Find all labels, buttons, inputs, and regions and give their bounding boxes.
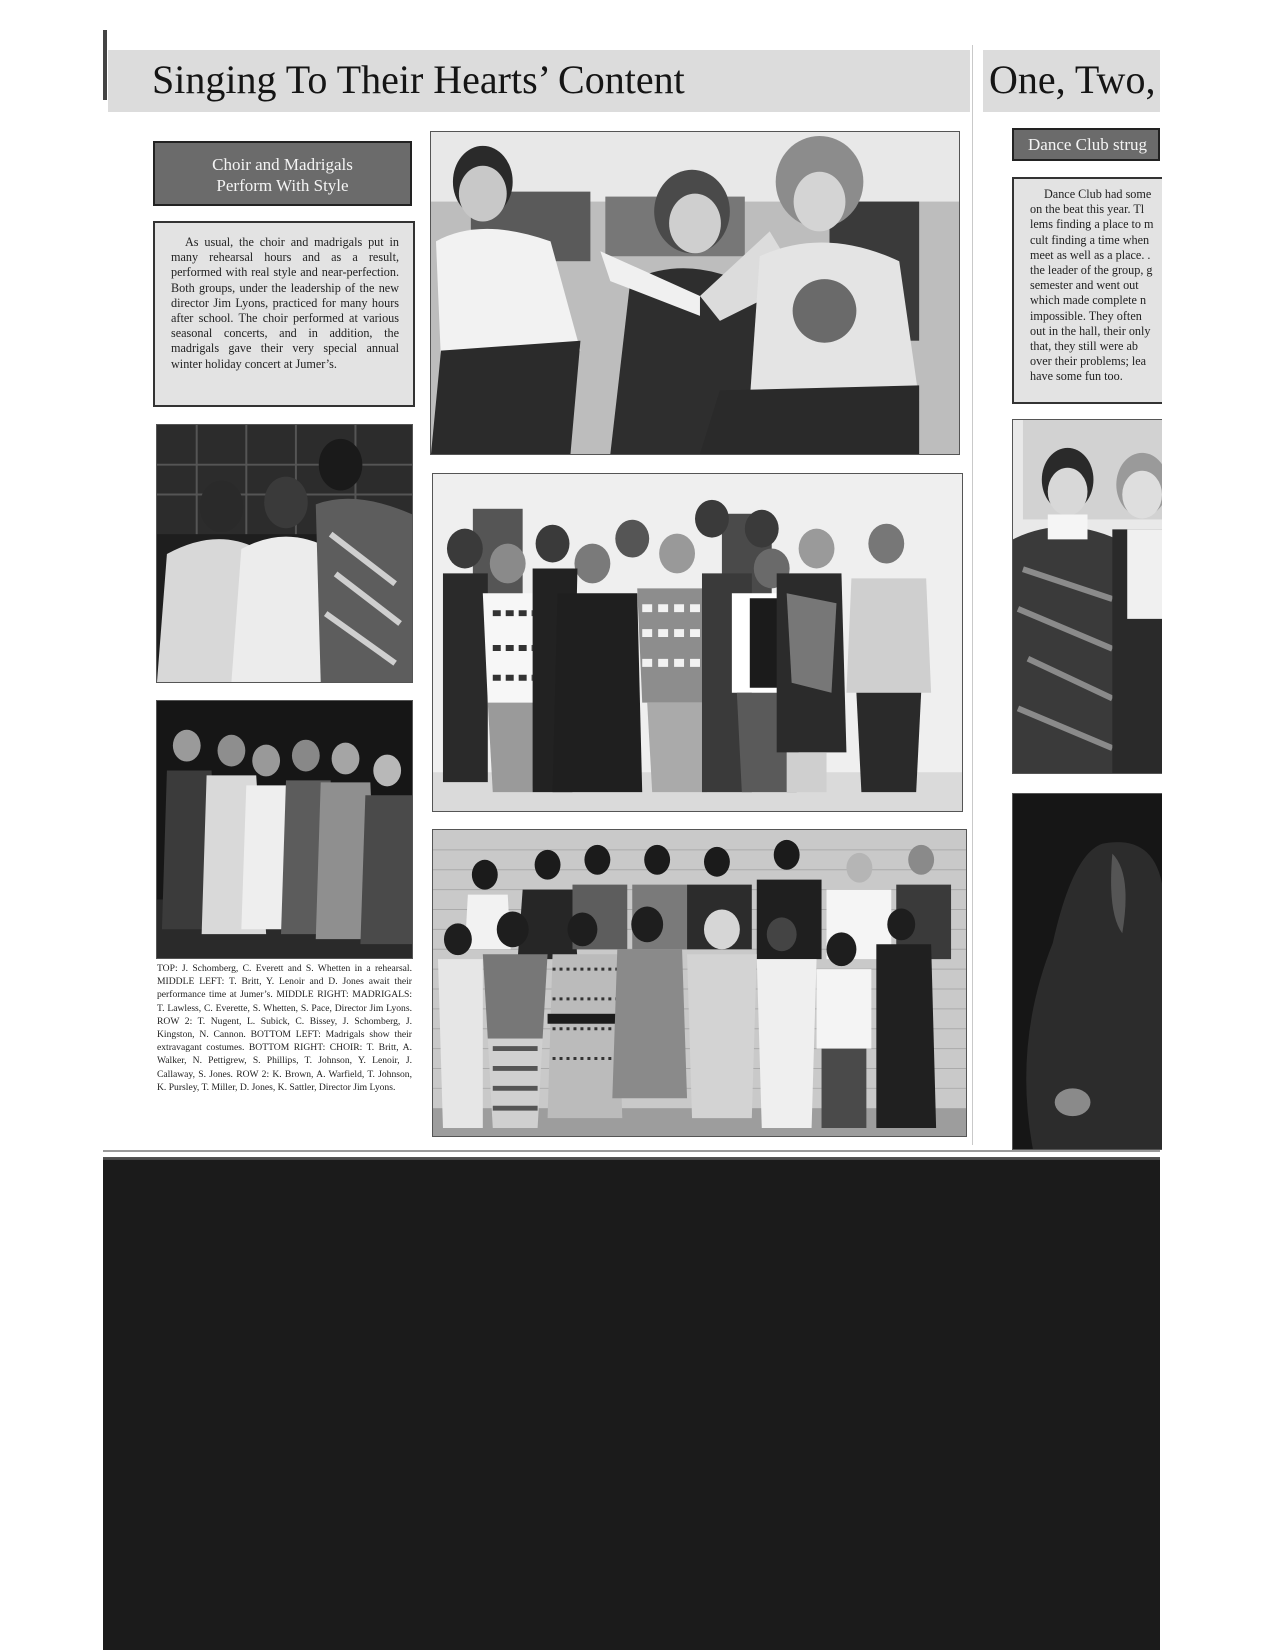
- right-body-line: over their problems; lea: [1030, 354, 1147, 369]
- photo-madrigals-group: [432, 473, 963, 812]
- photo-dance-club-dancer: [1012, 793, 1162, 1150]
- right-subhead-box: [1012, 128, 1160, 161]
- photo-caption: TOP: J. Schomberg, C. Everett and S. Whetten in a rehearsal. MIDDLE LEFT: T. Britt, Y. Lenoir and D. Jones await their performance time at Jumer’s. MIDDLE RIGHT: MADRIGALS: T. Lawless, C. Everette, S. Whetten, S. Pace, Director Jim Lyons. ROW 2: T. Nugent, L. Subick, C. Bissey, J. Schomberg, J. Kingston, N. Cannon. BOTTOM LEFT: Madrigals show their extravagant costumes. BOTTOM RIGHT: CHOIR: T. Britt, A. Walker, N. Pettigrew, S. Phillips, T. Johnson, Y. Lenoir, J. Callaway, S. Jones. ROW 2: K. Brown, A. Warfield, T. Johnson, K. Pursley, T. Miller, D. Jones, K. Sattler, Director Jim Lyons.: [157, 963, 412, 1093]
- right-body-line: cult finding a time when: [1030, 232, 1150, 247]
- right-page-header: [983, 50, 1160, 112]
- right-body-line: lems finding a place to m: [1030, 217, 1154, 232]
- photo-choir-group: [432, 829, 967, 1137]
- right-body-line: which made complete n: [1030, 293, 1147, 308]
- photo-jumers-performers: [156, 424, 413, 683]
- subhead-line-2: Perform With Style: [216, 176, 349, 195]
- right-body-line: on the beat this year. Tl: [1030, 202, 1145, 217]
- photo-rehearsal: [430, 131, 960, 455]
- photo-madrigal-costumes: [156, 700, 413, 959]
- left-body-text: As usual, the choir and madrigals put in many rehearsal hours and as a result, performed with real style and near-perfection. Both groups, under the leadership of the new director Jim Lyons, practiced for many hours after school. The choir performed at various seasonal concerts, and in addition, the madrigals gave their very special annual winter holiday concert at Jumer’s.: [153, 221, 415, 407]
- page-gutter: [972, 45, 973, 1145]
- right-body-line: Dance Club had some: [1044, 187, 1152, 201]
- right-body-line: the leader of the group, g: [1030, 263, 1153, 278]
- right-body-text: [1012, 177, 1162, 404]
- right-body-line: semester and went out: [1030, 278, 1139, 293]
- binding-edge: [103, 30, 107, 100]
- right-page-title: One, Two,: [989, 57, 1156, 102]
- right-body-line: impossible. They often: [1030, 308, 1142, 323]
- page-bottom-edge: [103, 1150, 1160, 1152]
- right-body-line: meet as well as a place. .: [1030, 247, 1151, 262]
- scan-background: [103, 1160, 1160, 1650]
- right-body-line: have some fun too.: [1030, 369, 1123, 384]
- right-body-line: out in the hall, their only: [1030, 323, 1151, 338]
- right-body-line: that, they still were ab: [1030, 339, 1138, 354]
- photo-dance-club-members: [1012, 419, 1162, 774]
- right-subhead-text: Dance Club strug: [1028, 135, 1147, 154]
- left-subhead-box: [153, 141, 412, 206]
- subhead-line-1: Choir and Madrigals: [212, 155, 353, 174]
- left-page-title: Singing To Their Hearts’ Content: [152, 57, 685, 102]
- left-page-header: [108, 50, 970, 112]
